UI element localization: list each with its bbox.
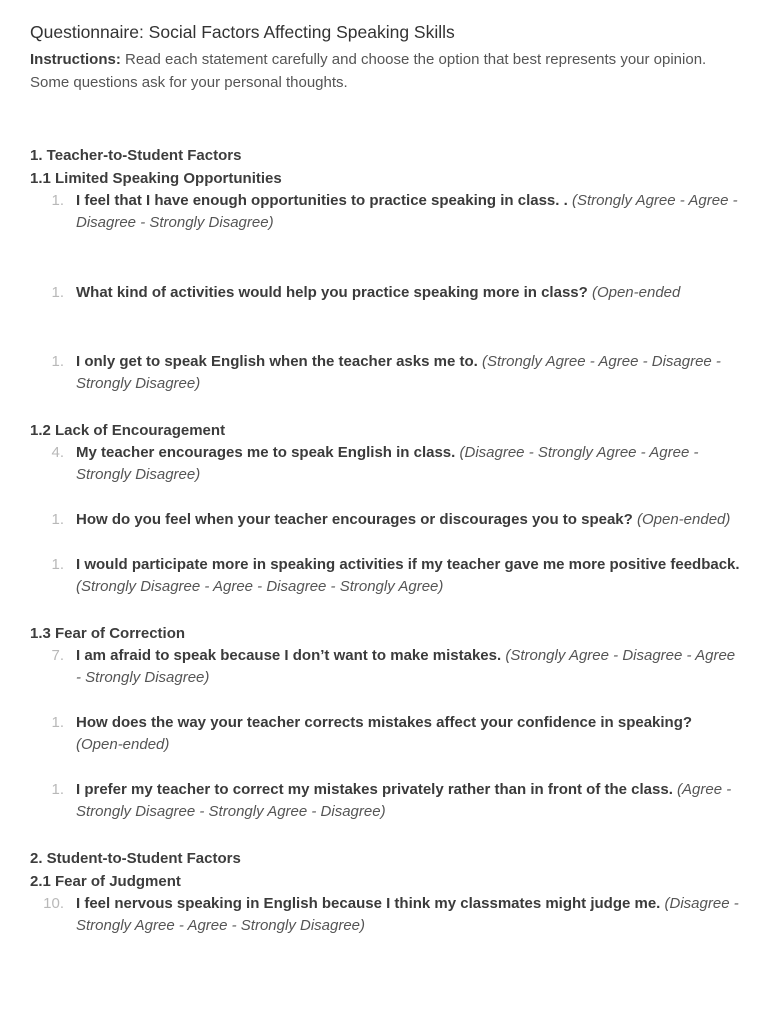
subsection-heading: 1.2 Lack of Encouragement [30,422,226,439]
question-item [30,554,742,598]
item-number: 4. [51,444,64,461]
item-number: 1. [51,511,64,528]
question-item [30,893,742,937]
item-options: (Disagree - Strongly Agree - Agree - Strongly Disagree) [76,444,699,483]
item-statement: I only get to speak English when the teacher asks me to. [76,353,478,370]
question-item [30,712,742,756]
instructions-label: Instructions: [30,51,121,68]
instructions [30,48,742,94]
item-number: 1. [51,556,64,573]
item-number: 1. [51,781,64,798]
item-statement: I feel nervous speaking in English because I think my classmates might judge me. [76,895,661,912]
item-number: 10. [43,895,64,912]
item-number: 1. [51,284,64,301]
item-number: 7. [51,647,64,664]
item-statement: I prefer my teacher to correct my mistakes privately rather than in front of the class. [76,781,673,798]
question-item [30,645,742,689]
item-options: (Open-ended [587,284,681,301]
item-options: (Disagree - Strongly Agree - Agree - Strongly Disagree) [76,895,739,934]
item-options: (Strongly Agree - Agree - Disagree - Strongly Disagree) [76,353,721,392]
question-item [30,509,742,531]
instructions-text: Read each statement carefully and choose the option that best represents your opinion. Some questions ask for your personal thoughts. [30,51,707,91]
item-options: (Strongly Agree - Agree - Disagree - Strongly Disagree) [76,192,738,231]
item-statement: What kind of activities would help you practice speaking more in class? [76,284,588,301]
question-item [30,351,742,395]
item-options: (Agree - Strongly Disagree - Strongly Agree - Disagree) [76,781,732,820]
question-item [30,190,742,234]
subsection-heading: 2.1 Fear of Judgment [30,873,181,890]
item-statement: My teacher encourages me to speak English in class. [76,444,456,461]
item-number: 1. [51,714,64,731]
item-options: (Open-ended) [76,736,170,753]
item-statement: I feel that I have enough opportunities to practice speaking in class. . [76,192,568,209]
question-item [30,442,742,486]
question-item [30,282,742,304]
section-heading: 2. Student-to-Student Factors [30,850,241,867]
item-number: 1. [51,353,64,370]
item-options: (Strongly Agree - Disagree - Agree - Strongly Disagree) [76,647,736,686]
subsection-heading: 1.1 Limited Speaking Opportunities [30,170,282,187]
subsection-heading: 1.3 Fear of Correction [30,625,186,642]
item-number: 1. [51,192,64,209]
section-heading: 1. Teacher-to-Student Factors [30,147,242,164]
item-options: (Strongly Disagree - Agree - Disagree - Strongly Agree) [76,578,444,595]
item-statement: I would participate more in speaking activities if my teacher gave me more positive feedback. [76,556,740,573]
item-statement: I am afraid to speak because I don’t want to make mistakes. [76,647,502,664]
item-statement: How do you feel when your teacher encourages or discourages you to speak? [76,511,633,528]
question-item [30,779,742,823]
document [30,20,742,937]
item-statement: How does the way your teacher corrects mistakes affect your confidence in speaking? [76,714,693,731]
page-title: Questionnaire: Social Factors Affecting Speaking Skills [30,22,455,42]
item-options: (Open-ended) [632,511,731,528]
